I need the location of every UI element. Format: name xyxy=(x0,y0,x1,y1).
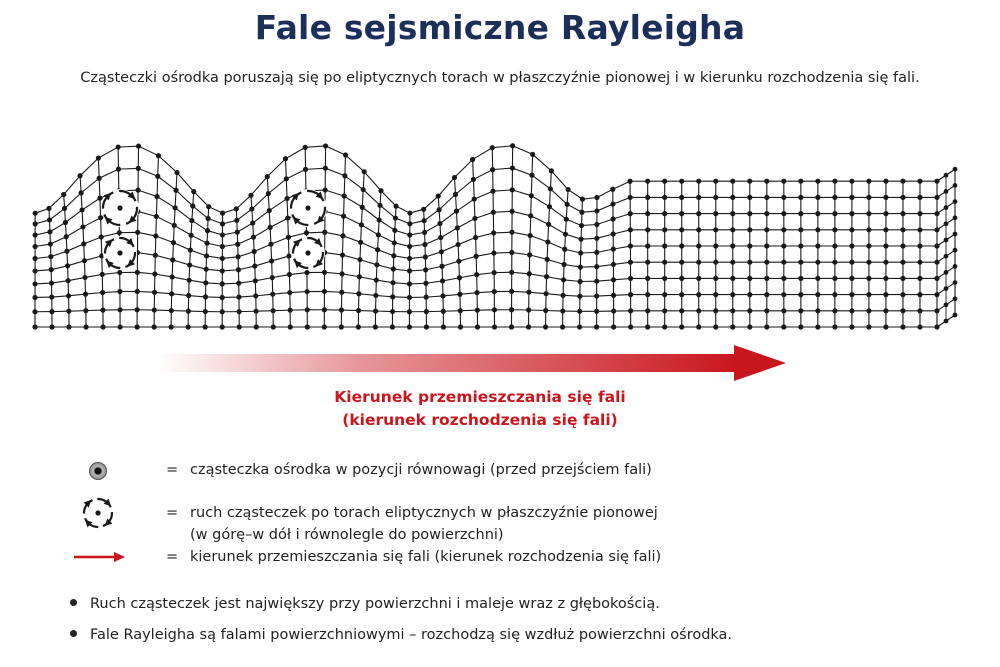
bullet-dot-icon xyxy=(70,630,77,637)
legend-motion-text-1: ruch cząsteczek po torach eliptycznych w płaszczyźnie pionowej xyxy=(190,505,658,521)
wave-grid-mesh xyxy=(32,143,957,329)
bullet-dot-icon xyxy=(70,599,77,606)
legend-equals: = xyxy=(166,549,179,565)
bullet-item xyxy=(70,596,660,612)
page-title: Fale sejsmiczne Rayleigha xyxy=(254,8,746,47)
bullet-text: Ruch cząsteczek jest największy przy powierzchni i maleje wraz z głębokością. xyxy=(90,596,660,612)
legend-equals: = xyxy=(166,505,179,521)
elliptical-motion-icon xyxy=(82,497,114,529)
legend-particle-text: cząsteczka ośrodka w pozycji równowagi (przed przejściem fali) xyxy=(190,462,652,478)
bullet-text: Fale Rayleigha są falami powierzchniowymi – rozchodzą się wzdłuż powierzchni ośrodka. xyxy=(90,627,733,643)
legend-equals: = xyxy=(166,462,179,478)
wave-direction-arrow xyxy=(158,345,786,381)
bullet-item xyxy=(70,627,732,643)
legend-motion-text-2: (w górę–w dół i równolegle do powierzchni) xyxy=(190,527,504,543)
red-arrow-icon xyxy=(74,552,125,562)
page-subtitle: Cząsteczki ośrodka poruszają się po eliptycznych torach w płaszczyźnie pionowej i w kierunku rozchodzenia się fali. xyxy=(80,70,920,86)
particle-icon xyxy=(90,463,107,480)
arrow-label-line1: Kierunek przemieszczania się fali xyxy=(334,388,626,406)
arrow-label-line2: (kierunek rozchodzenia się fali) xyxy=(342,411,618,429)
particle-orbits xyxy=(101,189,327,270)
legend-direction-text: kierunek przemieszczania się fali (kierunek rozchodzenia się fali) xyxy=(190,549,662,565)
